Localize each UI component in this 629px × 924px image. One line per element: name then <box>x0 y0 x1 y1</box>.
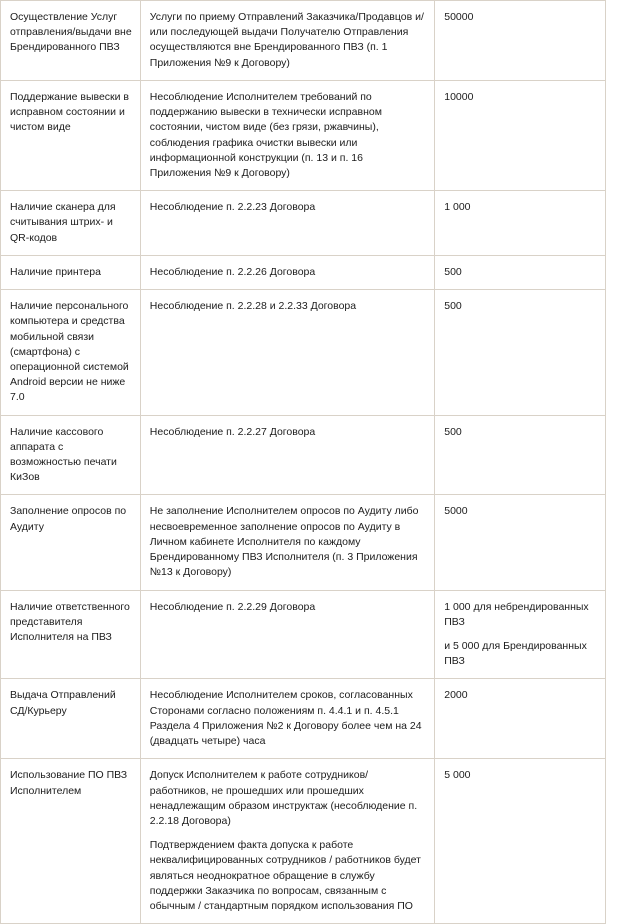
requirement-text: Выдача Отправлений СД/Курьеру <box>10 689 116 717</box>
table-row <box>1 679 606 759</box>
requirement-text: Наличие принтера <box>10 265 101 278</box>
violation-text: Несоблюдение п. 2.2.29 Договора <box>149 600 316 613</box>
table-row <box>1 1 606 81</box>
violation-text: Несоблюдение п. 2.2.26 Договора <box>149 265 316 278</box>
amount-text: 5000 <box>444 505 468 518</box>
violation-cell <box>140 80 434 190</box>
violation-text: Услуги по приему Отправлений Заказчика/Продавцов и/или последующей выдачи Получателю Отправления осуществляются вне Брендированного ПВЗ (п. 1 Приложения №9 к Договору) <box>149 11 424 69</box>
requirement-cell <box>1 255 141 289</box>
amount-text: 2000 <box>444 689 468 702</box>
violation-text: Несоблюдение п. 2.2.27 Договора <box>149 425 316 438</box>
violation-cell <box>140 679 434 759</box>
table-row <box>1 759 606 924</box>
violation-cell <box>140 1 434 81</box>
amount-text: 10000 <box>444 90 474 103</box>
violation-cell <box>140 415 434 495</box>
amount-cell <box>435 415 606 495</box>
amount-text: 500 <box>444 425 462 438</box>
requirement-cell <box>1 290 141 416</box>
table-row <box>1 290 606 416</box>
amount-cell <box>435 290 606 416</box>
violation-text-secondary: Подтверждением факта допуска к работе неквалифицированных сотрудников / работников будет являться неоднократное обращение в службу поддержки Заказчика по вопросам, связанным с обычным / стандартным порядком использования ПО <box>149 839 421 913</box>
requirement-text: Наличие персонального компьютера и средства мобильной связи (смартфона) с операционной системой Android версии не ниже 7.0 <box>10 300 129 404</box>
requirement-text: Использование ПО ПВЗ Исполнителем <box>10 769 128 797</box>
requirement-cell <box>1 590 141 679</box>
requirement-cell <box>1 415 141 495</box>
amount-cell <box>435 679 606 759</box>
table-body <box>1 1 606 924</box>
violation-cell <box>140 255 434 289</box>
requirement-text: Заполнение опросов по Аудиту <box>10 505 127 533</box>
violation-cell <box>140 495 434 590</box>
amount-text: 500 <box>444 265 462 278</box>
violation-cell <box>140 759 434 924</box>
amount-cell <box>435 255 606 289</box>
amount-text: 1 000 <box>444 201 471 214</box>
amount-cell <box>435 80 606 190</box>
violation-cell <box>140 590 434 679</box>
violation-text: Несоблюдение п. 2.2.23 Договора <box>149 201 316 214</box>
amount-text: 500 <box>444 300 462 313</box>
table-row <box>1 191 606 256</box>
requirement-cell <box>1 679 141 759</box>
amount-cell <box>435 495 606 590</box>
amount-text-secondary: и 5 000 для Брендированных ПВЗ <box>444 640 587 668</box>
violation-text: Допуск Исполнителем к работе сотрудников/ работников, не прошедших или прошедших ненадлежащим образом инструктаж (несоблюдение п. 2.2.18 Договора) <box>149 769 418 827</box>
amount-cell <box>435 1 606 81</box>
requirement-text: Наличие кассового аппарата с возможностью печати КиЗов <box>10 425 117 484</box>
requirement-cell <box>1 80 141 190</box>
requirement-cell <box>1 1 141 81</box>
requirement-text: Осуществление Услуг отправления/выдачи вне Брендированного ПВЗ <box>10 11 132 54</box>
table-row <box>1 255 606 289</box>
requirement-cell <box>1 495 141 590</box>
table-row <box>1 415 606 495</box>
amount-text: 5 000 <box>444 769 471 782</box>
violation-text: Не заполнение Исполнителем опросов по Аудиту либо несвоевременное заполнение опросов по Аудиту в Личном кабинете Исполнителя по каждому Брендированному ПВЗ Исполнителя (п. 3 Приложения №13 к Договору) <box>149 505 419 579</box>
requirement-text: Наличие сканера для считывания штрих- и QR-кодов <box>10 201 116 244</box>
requirement-text: Наличие ответственного представителя Исполнителя на ПВЗ <box>10 600 130 643</box>
table-row <box>1 590 606 679</box>
violation-cell <box>140 290 434 416</box>
table-row <box>1 80 606 190</box>
requirement-text: Поддержание вывески в исправном состоянии и чистом виде <box>10 90 130 134</box>
amount-cell <box>435 759 606 924</box>
violation-text: Несоблюдение п. 2.2.28 и 2.2.33 Договора <box>149 300 357 313</box>
violation-text: Несоблюдение Исполнителем требований по поддержанию вывески в технически исправном состоянии, чистом виде (без грязи, ржавчины), соблюдения графика очистки вывески или информационной конструкции (п. 13 и п. 16 Приложения №9 к Договору) <box>149 90 382 179</box>
amount-text: 1 000 для небрендированных ПВЗ <box>444 600 589 628</box>
amount-text: 50000 <box>444 11 474 23</box>
table-row <box>1 495 606 590</box>
requirement-cell <box>1 759 141 924</box>
violation-text: Несоблюдение Исполнителем сроков, согласованных Сторонами согласно положениям п. 4.4.1 и п. 4.5.1 Раздела 4 Приложения №2 к Договору более чем на 24 (двадцать четыре) часа <box>149 689 422 748</box>
violation-cell <box>140 191 434 256</box>
amount-cell <box>435 590 606 679</box>
requirement-cell <box>1 191 141 256</box>
amount-cell <box>435 191 606 256</box>
